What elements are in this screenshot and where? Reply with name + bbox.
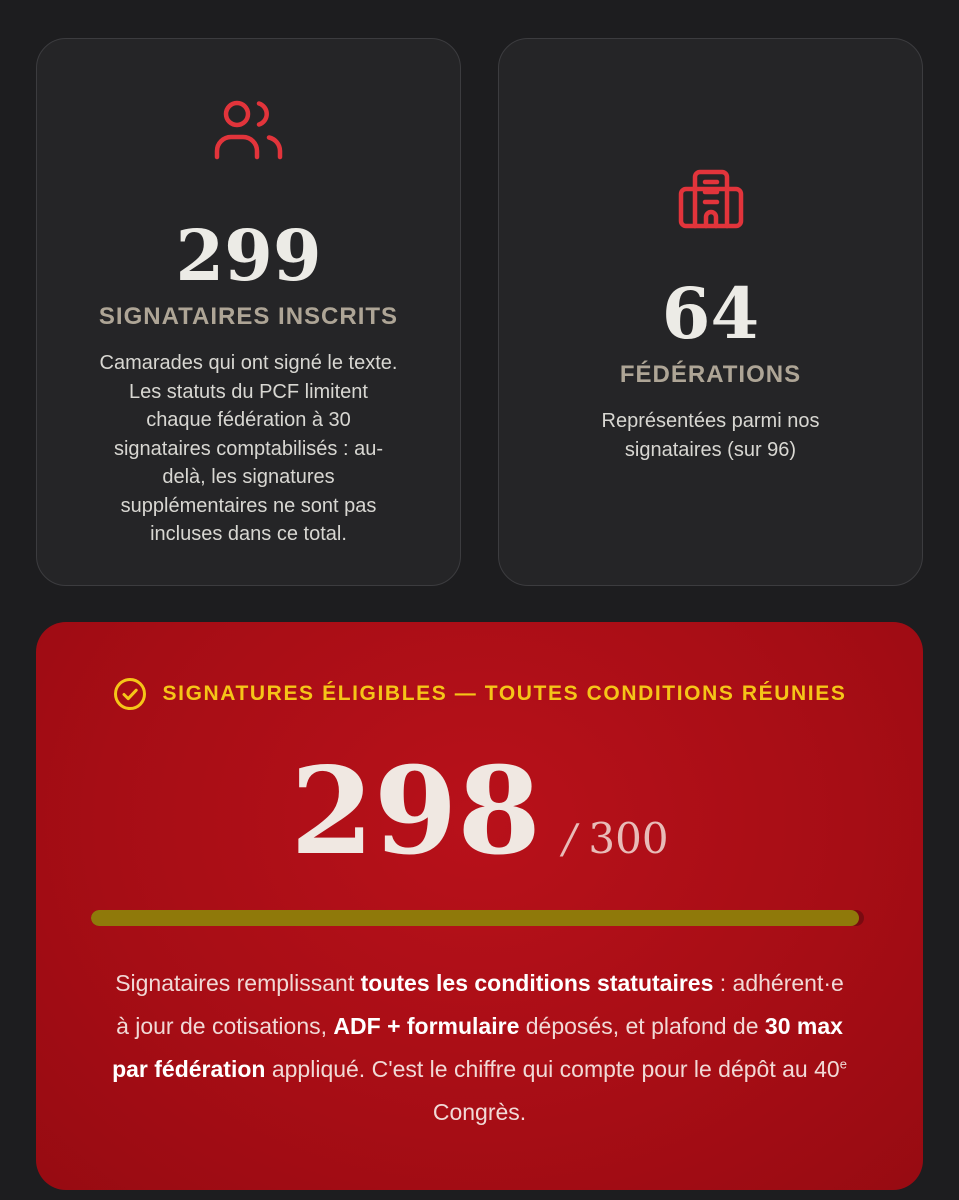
desc-bold-adf: ADF + formulaire xyxy=(333,1013,520,1039)
desc-text-2: : adhérent·e à jour de cotisations, xyxy=(116,970,844,1039)
eligible-count: 298 xyxy=(290,741,541,882)
check-circle-icon xyxy=(113,677,147,711)
count-separator: / xyxy=(562,817,577,863)
signataires-label: SIGNATAIRES INSCRITS xyxy=(98,303,399,330)
eligible-signatures-card xyxy=(36,622,923,1190)
building-icon xyxy=(678,169,744,229)
desc-text-5: Congrès. xyxy=(432,1099,527,1125)
federations-label: FÉDÉRATIONS xyxy=(619,361,802,388)
eligible-title: SIGNATURES ÉLIGIBLES — TOUTES CONDITIONS RÉUNIES xyxy=(162,682,847,705)
eligible-total: 300 xyxy=(588,814,669,863)
signataires-count: 299 xyxy=(175,214,322,297)
eligible-header xyxy=(36,677,923,711)
eligible-progress-fill xyxy=(91,910,859,926)
desc-text-3: déposés, et plafond de xyxy=(519,1013,765,1039)
desc-text-1: Signataires remplissant xyxy=(115,970,361,996)
desc-text-4: appliqué. C'est le chiffre qui compte pour le dépôt au 40 xyxy=(265,1056,840,1082)
eligible-description xyxy=(106,962,853,1134)
federations-description: Représentées parmi nos signataires (sur 96) xyxy=(601,410,820,461)
stat-card-federations xyxy=(498,38,923,586)
federations-count: 64 xyxy=(661,272,760,355)
eligible-progress-bar xyxy=(91,910,864,926)
desc-superscript: e xyxy=(839,1056,847,1072)
signataires-description: Camarades qui ont signé le texte. Les statuts du PCF limitent chaque fédération à 30 signataires comptabilisés : au-delà, les signatures supplémentaires ne sont pas incluses dans ce total. xyxy=(99,352,398,545)
desc-bold-max: 30 max par fédération xyxy=(112,1013,843,1082)
eligible-count-row xyxy=(36,741,923,882)
users-icon xyxy=(214,99,284,161)
stat-card-signataires xyxy=(36,38,461,586)
desc-bold-conditions: toutes les conditions statutaires xyxy=(360,970,714,996)
